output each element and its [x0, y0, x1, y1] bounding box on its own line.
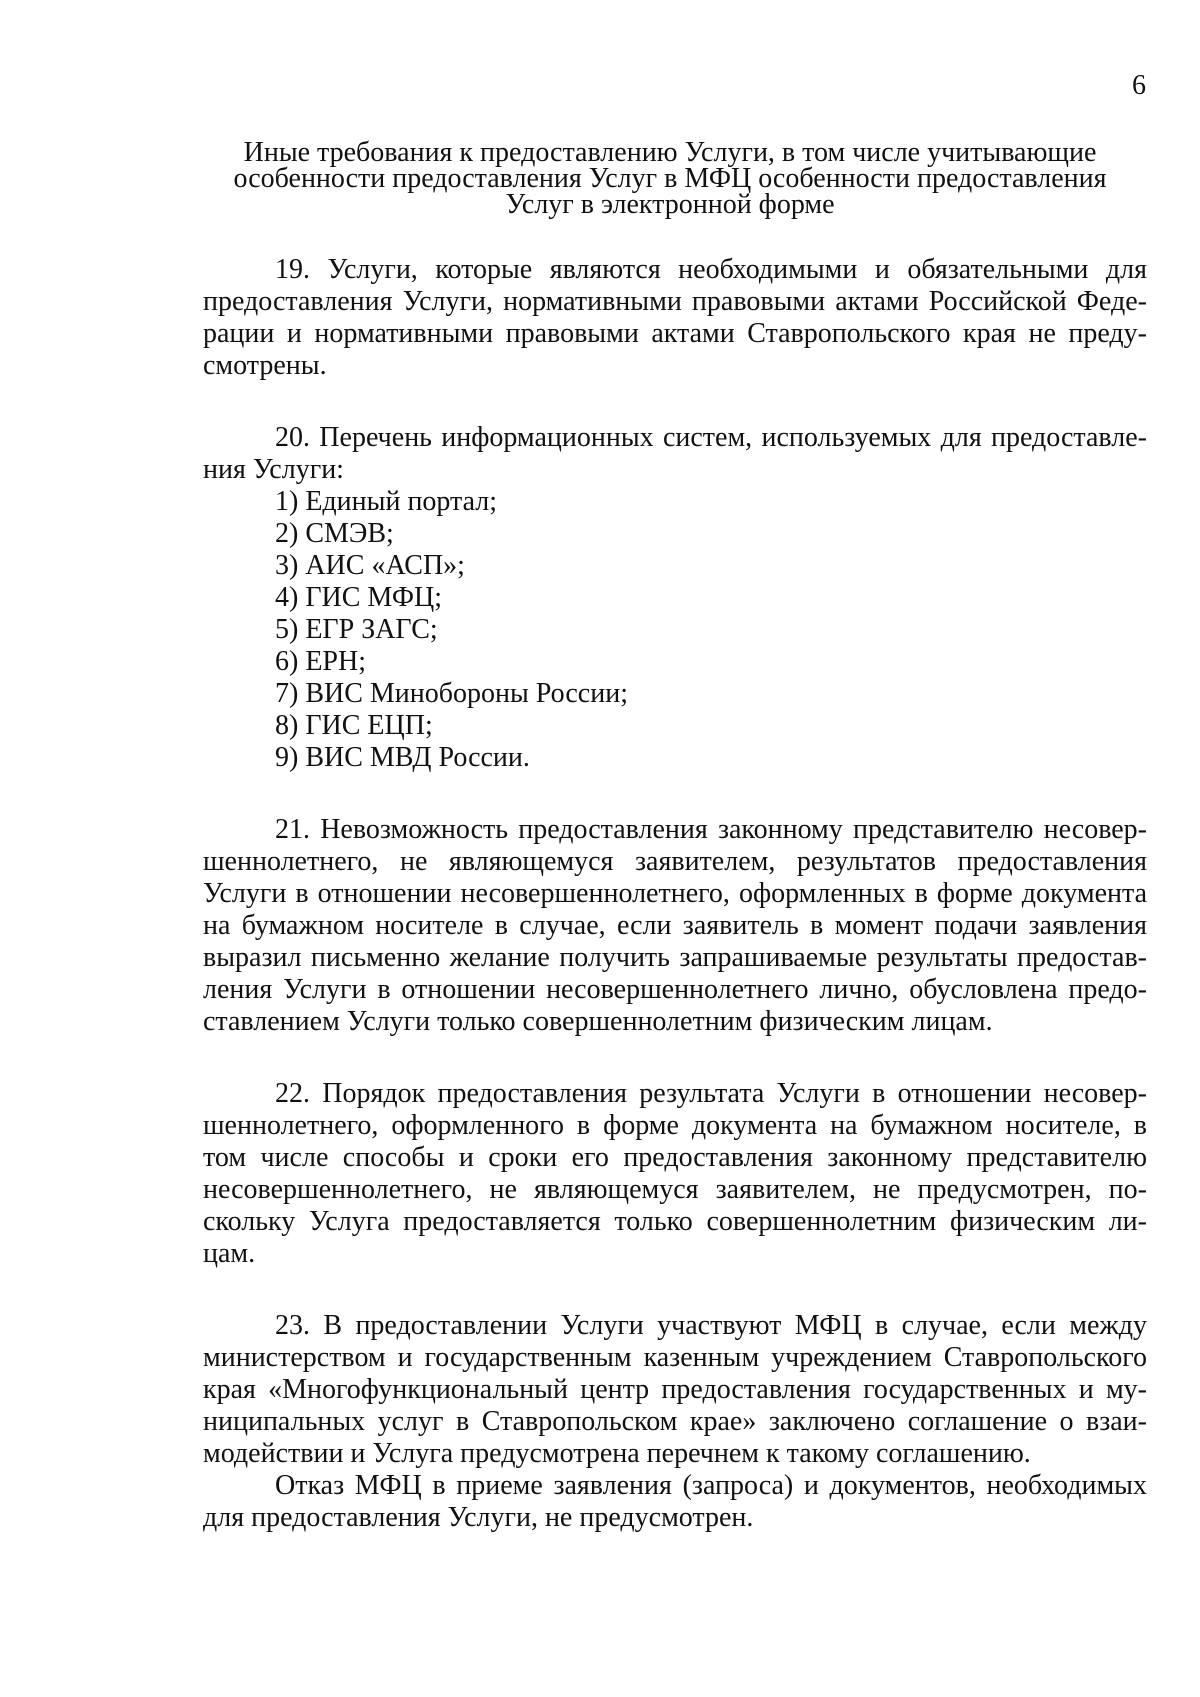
document-body	[203, 254, 1147, 1534]
paragraph-22: 22. Порядок предоставления результата Услуги в отношении несовершеннолетнего, оформленного в форме документа на бумажном носителе, в том числе способы и сроки его предоставления законному представителю несовершеннолетнего, не являющемуся заявителем, не предусмотрен, поскольку Услуга предоставляется только совершеннолетним физическим лицам.	[203, 1078, 1147, 1269]
paragraph-21: 21. Невозможность предоставления законному представителю несовершеннолетнего, не являющемуся заявителем, результатов предоставления Услуги в отношении несовершеннолетнего, оформленных в форме документа на бумажном носителе в случае, если заявитель в момент подачи заявления выразил письменно желание получить запрашиваемые результаты предоставления Услуги в отношении несовершеннолетнего лично, обусловлена предоставлением Услуги только совершеннолетним физическим лицам.	[203, 814, 1147, 1037]
heading-line: особенности предоставления Услуг в МФЦ особенности предоставления	[233, 163, 1107, 194]
section-heading	[200, 137, 1140, 220]
list-item: 5) ЕГР ЗАГС;	[275, 614, 438, 645]
paragraph-23: 23. В предоставлении Услуги участвуют МФЦ в случае, если между министерством и государственным казенным учреждением Ставропольского края «Многофункциональный центр предоставления государственных и муниципальных услуг в Ставропольском крае» заключено соглашение о взаимодействии и Услуга предусмотрена перечнем к такому соглашению.	[203, 1310, 1147, 1469]
paragraph-19: 19. Услуги, которые являются необходимыми и обязательными для предоставления Услуги, нормативными правовыми актами Российской Федерации и нормативными правовыми актами Ставропольского края не предусмотрены.	[203, 254, 1147, 381]
page-number: 6	[1132, 70, 1146, 101]
list-item: 2) СМЭВ;	[275, 518, 394, 549]
list-item: 6) ЕРН;	[275, 646, 366, 677]
heading-line: Услуг в электронной форме	[505, 189, 835, 220]
list-item: 9) ВИС МВД России.	[275, 742, 530, 773]
list-item: 3) АИС «АСП»;	[275, 550, 465, 581]
list-item: 4) ГИС МФЦ;	[275, 582, 443, 613]
paragraph-23-continuation: Отказ МФЦ в приеме заявления (запроса) и документов, необходимых для предоставления Услуги, не предусмотрен.	[203, 1470, 1147, 1533]
paragraph-20: 20. Перечень информационных систем, используемых для предоставления Услуги:	[203, 422, 1147, 485]
list-item: 7) ВИС Минобороны России;	[275, 678, 628, 709]
list-item: 8) ГИС ЕЦП;	[275, 710, 433, 741]
heading-line: Иные требования к предоставлению Услуги, в том числе учитывающие	[243, 137, 1097, 168]
list-item: 1) Единый портал;	[275, 486, 498, 517]
information-systems-list	[203, 486, 1147, 774]
